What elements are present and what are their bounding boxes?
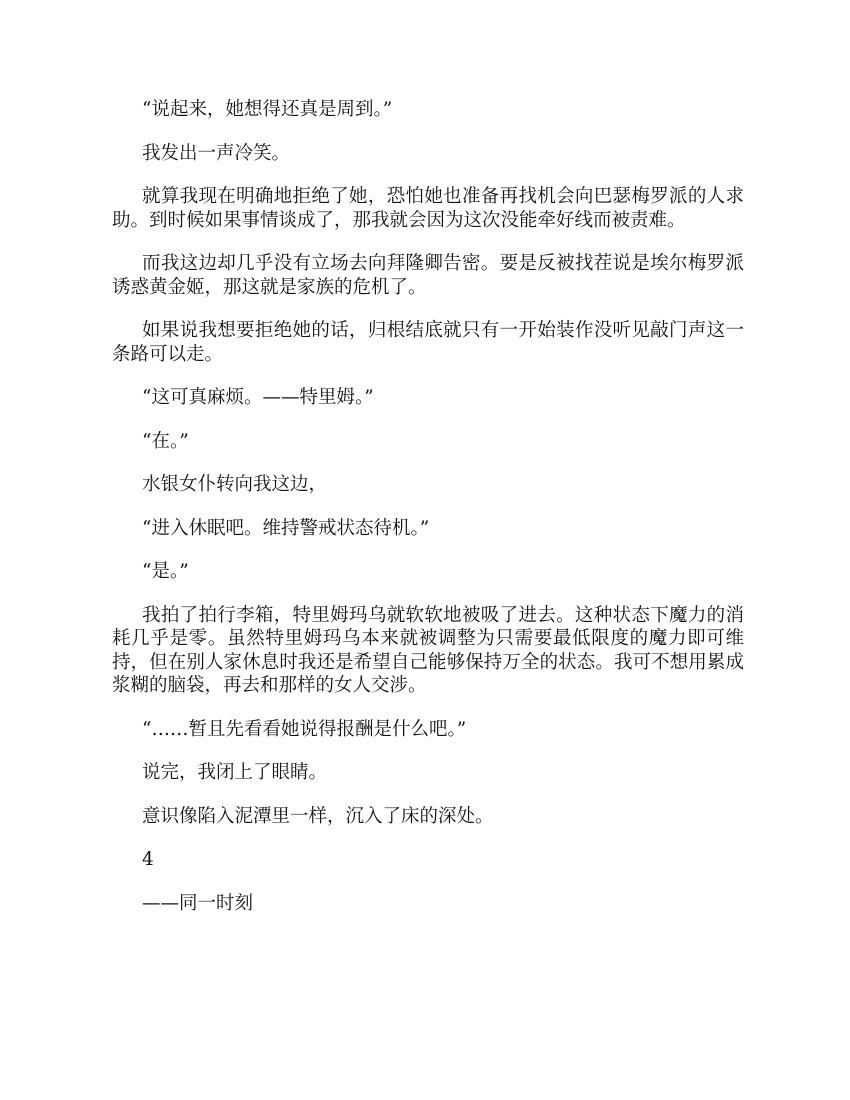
paragraph: “在。” bbox=[142, 430, 189, 452]
paragraph: 如果说我想要拒绝她的话，归根结底就只有一开始装作没听见敲门声这一条路可以走。 bbox=[112, 320, 744, 365]
paragraph: 我发出一声冷笑。 bbox=[142, 142, 291, 164]
paragraph: 水银女仆转向我这边， bbox=[142, 474, 328, 495]
document-body bbox=[112, 98, 744, 935]
paragraph: 我拍了拍行李箱，特里姆玛乌就软软地被吸了进去。这种状态下魔力的消耗几乎是零。虽然特里姆玛乌本来就被调整为只需要最低限度的魔力即可维持，但在别人家休息时我还是希望自己能够保持万全的状态。我可不想用累成浆糊的脑袋，再去和那样的女人交涉。 bbox=[112, 604, 744, 696]
section-number: 4 bbox=[142, 849, 154, 870]
paragraph: 说完，我闭上了眼睛。 bbox=[142, 762, 328, 783]
paragraph: 而我这边却几乎没有立场去向拜隆卿告密。要是反被找茬说是埃尔梅罗派诱惑黄金姬，那这就是家族的危机了。 bbox=[112, 253, 744, 298]
paragraph: “说起来，她想得还真是周到。” bbox=[142, 99, 393, 120]
paragraph: “……暂且先看看她说得报酬是什么吧。” bbox=[142, 718, 467, 740]
paragraph: “进入休眠吧。维持警戒状态待机。” bbox=[142, 517, 430, 539]
paragraph: 就算我现在明确地拒绝了她，恐怕她也准备再找机会向巴瑟梅罗派的人求助。到时候如果事情谈成了，那我就会因为这次没能牵好线而被责难。 bbox=[112, 186, 744, 231]
paragraph: “这可真麻烦。——特里姆。” bbox=[142, 387, 374, 408]
paragraph: 意识像陷入泥潭里一样，沉入了床的深处。 bbox=[142, 805, 494, 827]
scene-heading: ——同一时刻 bbox=[142, 892, 254, 914]
paragraph: “是。” bbox=[142, 561, 189, 582]
